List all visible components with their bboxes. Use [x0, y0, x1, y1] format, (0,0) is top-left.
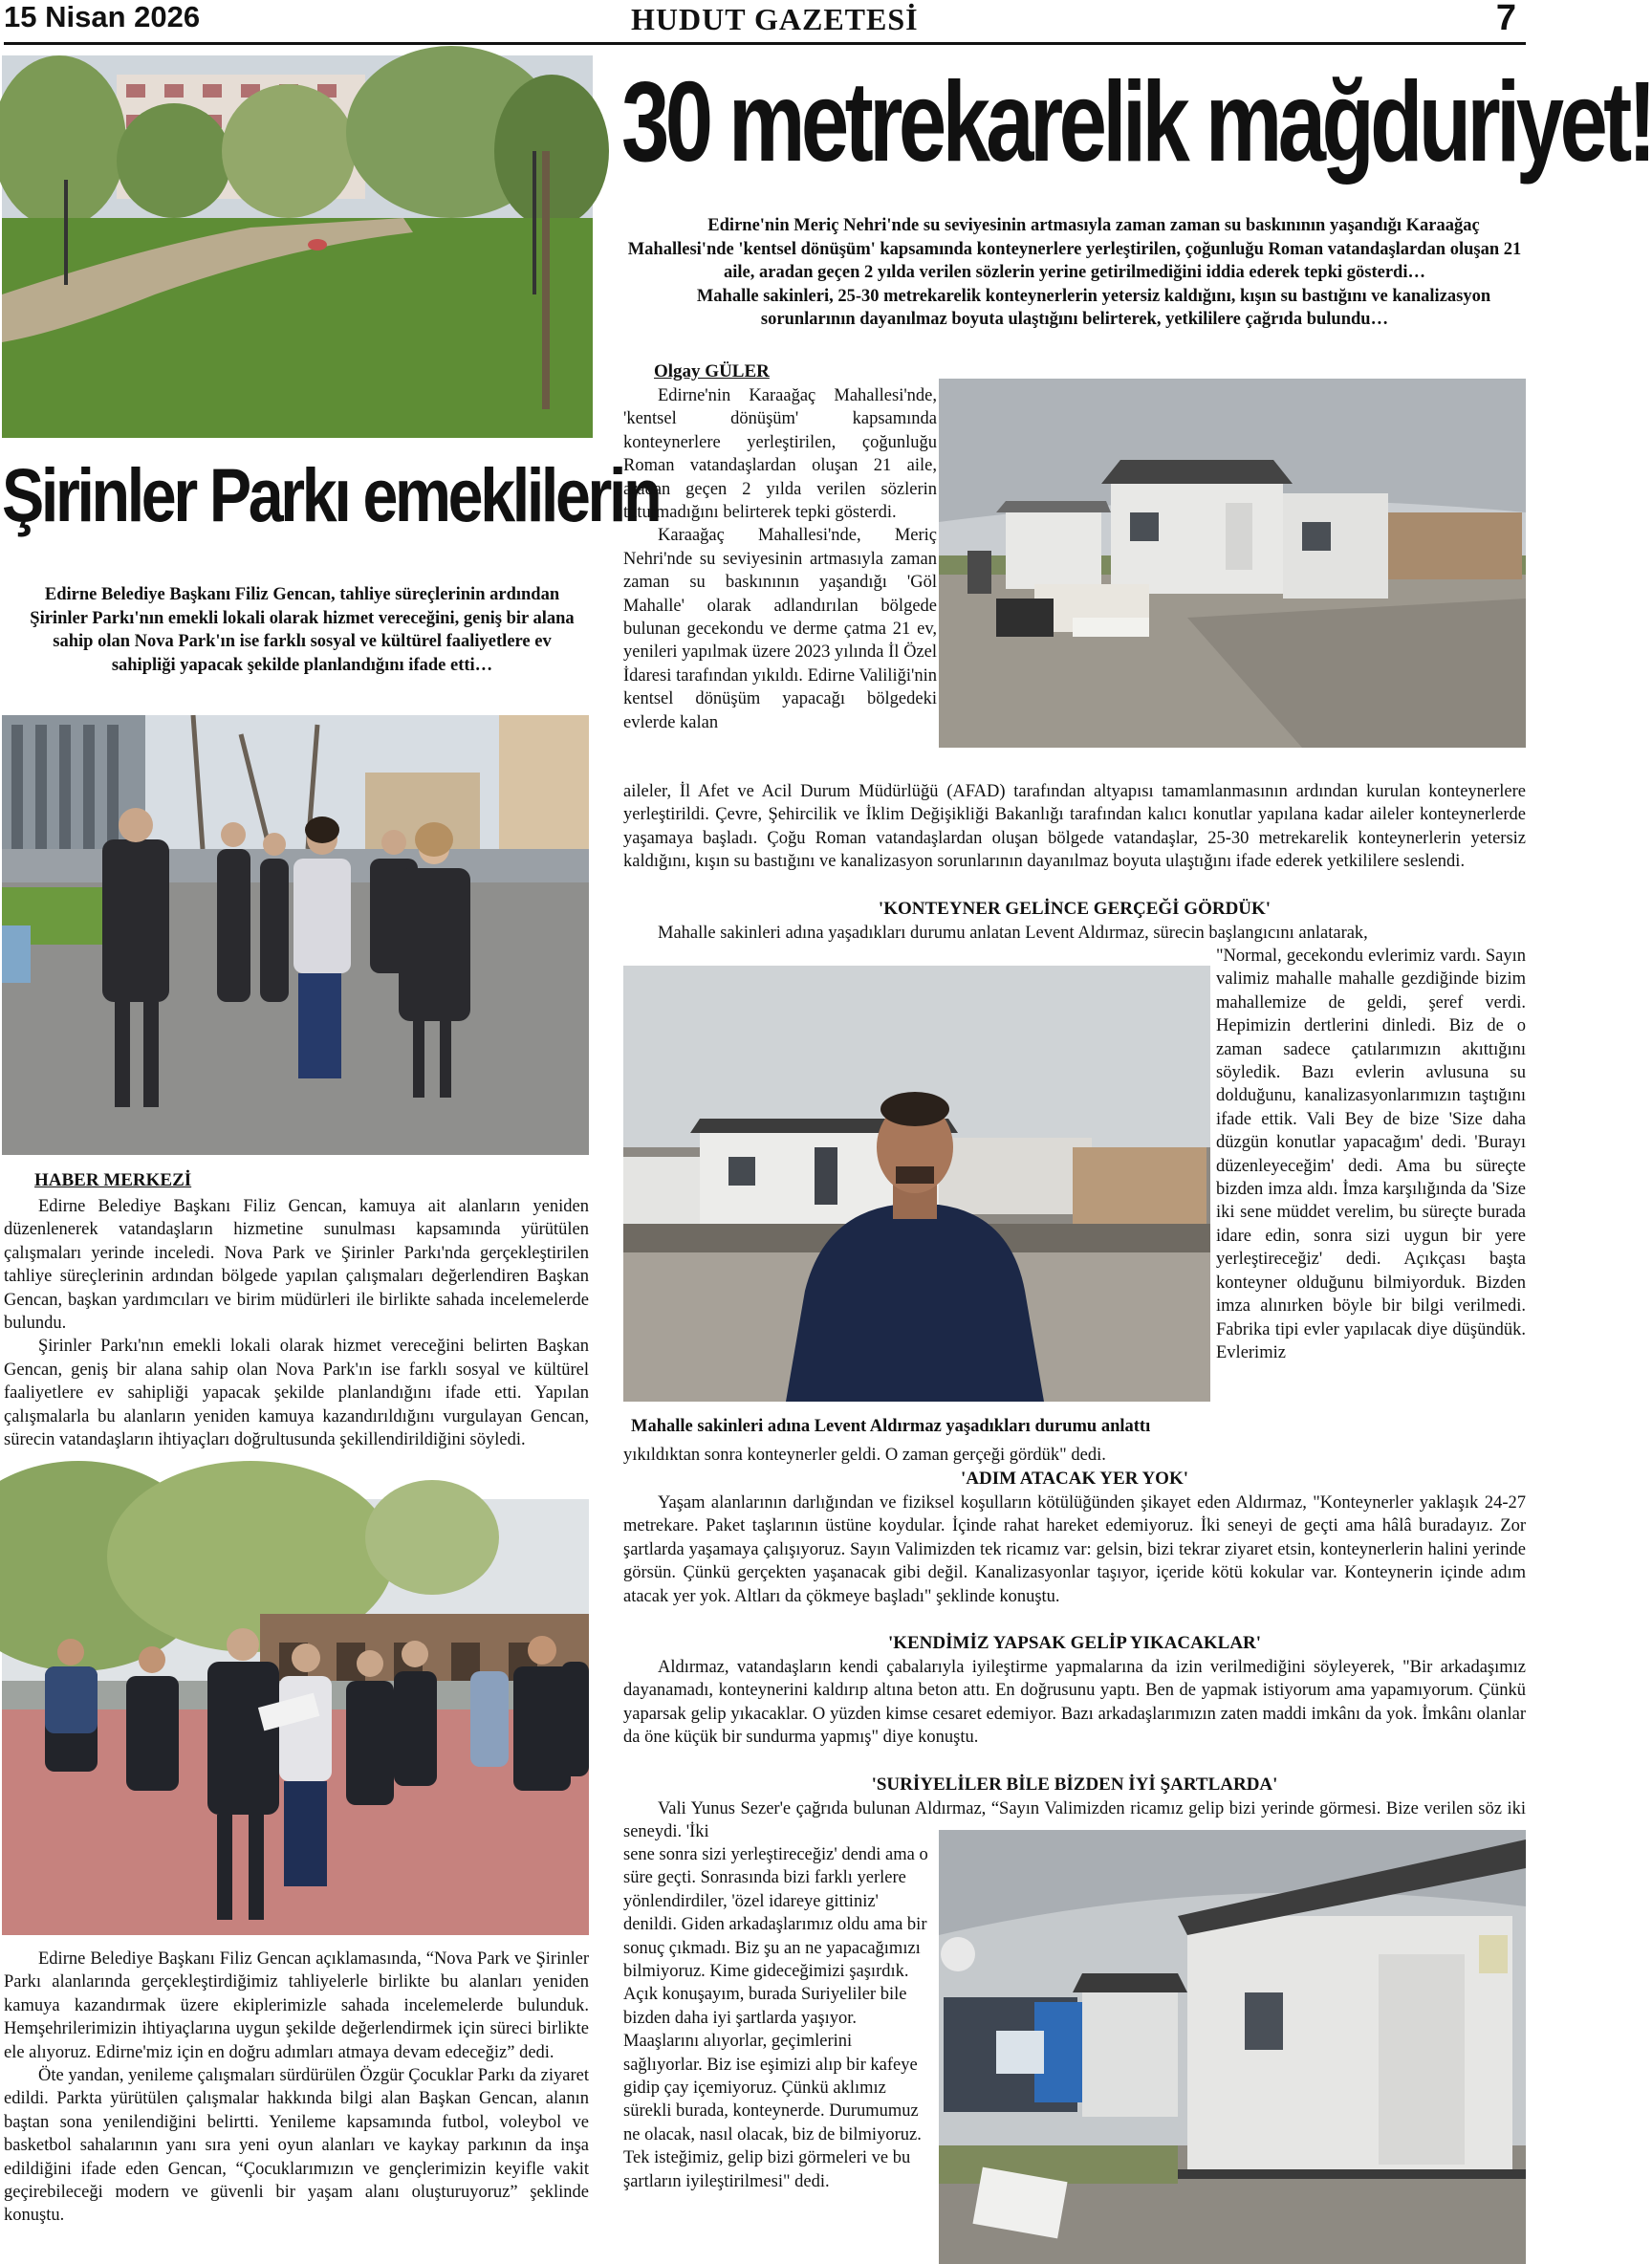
officials-walking-photo [2, 715, 589, 1155]
subhead-2: 'ADIM ATACAK YER YOK' [960, 1469, 1189, 1489]
main-paragraph: Mahalle sakinleri adına yaşadıkları durumu anlatan Levent Aldırmaz, sürecin başlangıcını anlatarak, [658, 924, 1368, 943]
left-paragraph: Edirne Belediye Başkanı Filiz Gencan, kamuya ait alanların yeniden düzenlenerek vatandaşların hizmetine sunulması kapsamında yürütülen çalışmaları yerinde inceledi. Nova Park ve Şirinler Parkı'nda gerçekleştirilen tahliye süreçlerinin ardından bölgede yapılan çalışmaları değerlendiren Başkan Gencan, başkan yardımcıları ve birim müdürleri ile birlikte sahada incelemelerde bulundu. [4, 1197, 589, 1334]
section-4-narrow [623, 1843, 935, 2193]
section-2 [623, 1491, 1526, 1608]
containers-closeup-photo [939, 1830, 1526, 2264]
left-paragraph: Şirinler Parkı'nın emekli lokali olarak hizmet vereceğini belirten Başkan Gencan, geniş bir alana sahip olan Nova Park'ın ise farklı sosyal ve kültürel faaliyetlere ev sahipliği yapacak şekilde planlandığını ifade etti. Yapılan çalışmalarla bu alanların yeniden kamuya kazandırıldığını vurgulayan Gencan, sürecin vatandaşların ihtiyaçları doğrultusunda şekillendirildiğini söyledi. [4, 1337, 589, 1450]
subhead-4: 'SURİYELİLER BİLE BİZDEN İYİ ŞARTLARDA' [871, 1774, 1278, 1795]
main-paragraph: aileler, İl Afet ve Acil Durum Müdürlüğü (AFAD) tarafından altyapısı tamamlanmasının ardından kurulan konteynerlere yerleştirildi. Çevre, Şehircilik ve İklim Değişikliği Bakanlığı tarafından kalıcı konutlar yapılana kadar aileler konteynerlerde yaşamaya başladı. Çoğu Roman vatandaşlardan oluşan bölgede vatandaşlar, 25-30 metrekarelik konteynerlerin yetersiz kaldığını, kışın su bastığını ve kanalizasyon sorunlarının dayanılmaz boyuta ulaştığını ifade ederek yetkililere seslendi. [623, 782, 1526, 872]
officials-inspection-photo [2, 1499, 589, 1935]
main-paragraph: Karaağaç Mahallesi'nde, Meriç Nehri'nde su seviyesinin artmasıyla zaman zaman su baskınının yaşandığı 'Göl Mahalle' olarak adlandırılan bölgede bulunan gecekondu ve derme çatma 21 ev, yenileri yapılmak üzere 2023 yılında İl Özel İdaresi tarafından yıkıldı. Edirne Valiliği'nin kentsel dönüşüm yapacağı bölgedeki evlerde kalan [623, 526, 937, 732]
left-byline: HABER MERKEZİ [34, 1170, 192, 1190]
main-paragraph: yıkıldıktan sonra konteynerler geldi. O zaman gerçeği gördük" dedi. [623, 1446, 1106, 1465]
main-paragraph: Edirne'nin Karaağaç Mahallesi'nde, 'kentsel dönüşüm' kapsamında konteynerlere yerleştirilen, çoğunluğu Roman vatandaşlardan oluşan 21 aile, aradan geçen 2 yılda verilen sözlerin tutulmadığını belirterek tepki gösterdi. [623, 386, 937, 523]
section-1-wide [623, 922, 1526, 945]
levent-aldirmaz-photo [623, 966, 1210, 1402]
section-1-narrow [1216, 945, 1526, 1364]
container-settlement-photo [939, 379, 1526, 748]
main-headline: 30 metrekarelik mağduriyet! [621, 58, 1652, 185]
page-number: 7 [1495, 0, 1516, 38]
left-lead: Edirne Belediye Başkanı Filiz Gencan, tahliye süreçlerinin ardından Şirinler Parkı'nın emekli lokali olarak hizmet vereceğini, geniş bir alana sahip olan Nova Park'ın ise farklı sosyal ve kültürel faaliyetlere ev sahipliği yapacak şekilde planlandığını ifade etti… [30, 585, 575, 675]
left-body-a [4, 1195, 589, 1451]
main-lead [623, 214, 1526, 332]
left-body-b [4, 1948, 589, 2228]
main-intro-wide [623, 780, 1526, 874]
main-intro-narrow [623, 384, 937, 734]
newspaper-name: HUDUT GAZETESİ [631, 2, 919, 36]
section-3 [623, 1656, 1526, 1750]
left-headline: Şirinler Parkı emeklilerin [2, 452, 660, 537]
photo-caption: Mahalle sakinleri adına Levent Aldırmaz yaşadıkları durumu anlattı [631, 1417, 1151, 1436]
main-paragraph: Aldırmaz, vatandaşların kendi çabalarıyla iyileştirme yapmalarına da izin verilmediğini söyleyerek, "Bir arkadaşımız dayanamadı, konteynerini kaldırıp altına beton attı. En doğrusunu yaptı. Ben de yapmak istiyorum ama yapamıyorum. Çünkü yaparsak gelip yıkacaklar. O yüzden kimse cesaret edemiyor. Bazı arkadaşlarımızın zaten maddi imkânı da yok. İmkânı olanlar da öne küçük bir sundurma yapmış" diye konuştu. [623, 1658, 1526, 1748]
main-byline: Olgay GÜLER [654, 361, 770, 381]
subhead-3: 'KENDİMİZ YAPSAK GELİP YIKACAKLAR' [887, 1633, 1262, 1653]
header-rule [4, 42, 1526, 45]
park-photo [2, 55, 593, 438]
main-lead-2: Mahalle sakinleri, 25-30 metrekarelik konteynerlerin yetersiz kaldığını, kışın su bastığını ve kanalizasyon sorunlarının dayanılmaz boyuta ulaştığını belirterek, yetkililere çağrıda bulundu… [696, 286, 1491, 329]
subhead-1: 'KONTEYNER GELİNCE GERÇEĞİ GÖRDÜK' [878, 899, 1272, 919]
main-paragraph: "Normal, gecekondu evlerimiz vardı. Sayın valimiz mahalle mahalle gezdiğinde bizim mahallemize de geldi, şeref verdi. Hepimizin dertlerini dinledi. Biz de o zaman sadece çatılarımızın akıttığını söyledik. Bazı evlerin avlusuna su dolduğunu, kanalizasyonlarımızın taştığını ifade ettik. Vali Bey de bize 'Size daha düzgün konutlar yapacağım' dedi. 'Burayı düzenleyeceğim' dedi. Ama bu süreçte bizden imza aldı. İmza karşılığında da 'Size iki sene müddet verelim, bu süreçte burada idare edin, sonra sizi uygun bir yere yerleştireceğiz' dedi. Açıkçası başta konteyner olduğunu bilmiyorduk. Bizden imza alınırken böyle bir bilgi verilmedi. Fabrika tipi evler yapılacak diye düşündük. Evlerimiz [1216, 947, 1526, 1362]
issue-date: 15 Nisan 2026 [4, 0, 201, 33]
main-paragraph: sene sonra sizi yerleştireceğiz' dendi ama o süre geçti. Sonrasında bizi farklı yerlere yönlendirdiler, 'özel idareye gittiniz' denildi. Giden arkadaşlarımız oldu ama bir sonuç çıkmadı. Biz şu an ne yapacağımızı bilmiyoruz. Kime gideceğimizi şaşırdık. Açık konuşayım, burada Suriyeliler bile bizden daha iyi şartlarda yaşıyor. Maaşlarını alıyorlar, geçimlerini sağlıyorlar. Biz ise eşimizi alıp bir kafeye gidip çay içemiyoruz. Çünkü aklımız sürekli burada, konteynerde. Durumumuz ne olacak, nasıl olacak, biz de bilmiyoruz. Tek isteğimiz, gelip bizi görmeleri ve bu şartların iyileştirilmesi" dedi. [623, 1845, 928, 2191]
section-1-tail [623, 1444, 1526, 1467]
left-paragraph: Öte yandan, yenileme çalışmaları sürdürülen Özgür Çocuklar Parkı da ziyaret edildi. Parkta yürütülen çalışmalar hakkında bilgi alan Başkan Gencan, alanın baştan sona yenilendiğini belirtti. Yenileme kapsamında futbol, voleybol ve basketbol sahalarının yanı sıra yeni oyun alanları ve kaykay parkının da inşa edildiğini ifade eden Gencan, “Çocuklarımızın ve gençlerimizin keyifle vakit geçirebileceği modern ve güvenli bir yaşam alanı oluşturuyoruz” şeklinde konuştu. [4, 2066, 589, 2226]
main-paragraph: Vali Yunus Sezer'e çağrıda bulunan Aldırmaz, “Sayın Valimizden ricamız gelip bizi yerinde görmesi. Bize verilen söz iki seneydi. 'İki [623, 1799, 1526, 1842]
left-paragraph: Edirne Belediye Başkanı Filiz Gencan açıklamasında, “Nova Park ve Şirinler Parkı alanlarında gerçekleştirdiğimiz tahliyelerle birlikte bu alanları yeniden kamuya kazandırmak üzere ekiplerimizle sahada incelemelerde bulunduk. Hemşehrilerimizin ihtiyaçlarına uygun şekilde değerlendirmek için süreci birlikte ele alıyoruz. Edirne'miz için en doğru adımları atmaya devam edeceğiz” dedi. [4, 1949, 589, 2062]
main-lead-1: Edirne'nin Meriç Nehri'nde su seviyesinin artmasıyla zaman zaman su baskınının yaşandığı Karaağaç Mahallesi'nde 'kentsel dönüşüm' kapsamında konteynerlere yerleştirilen, çoğunluğu Roman vatandaşlardan oluşan 21 aile, aradan geçen 2 yılda verilen sözlerin yerine getirilmediğini iddia ederek tepki gösterdi… [627, 216, 1522, 282]
main-paragraph: Yaşam alanlarının darlığından ve fiziksel koşulların kötülüğünden şikayet eden Aldırmaz, "Konteynerler yaklaşık 24-27 metrekare. Paket taşlarının üstüne koydular. İçinde rahat hareket edemiyoruz. İki seneyi de geçti ama hâlâ buradayız. Zor şartlarda yaşamaya çalışıyoruz. Sayın Valimizden tek ricamız var: gelsin, bizi tekrar ziyaret etsin, konteynerlerin halini yerinde görsün. Çünkü gerçekten yaşanacak gibi değil. Kanalizasyonlar taşıyor, içeride kötü kokular var. Konteynerin içinde adım atacak yer yok. Altları da çökmeye başladı" şeklinde konuştu. [623, 1493, 1526, 1606]
